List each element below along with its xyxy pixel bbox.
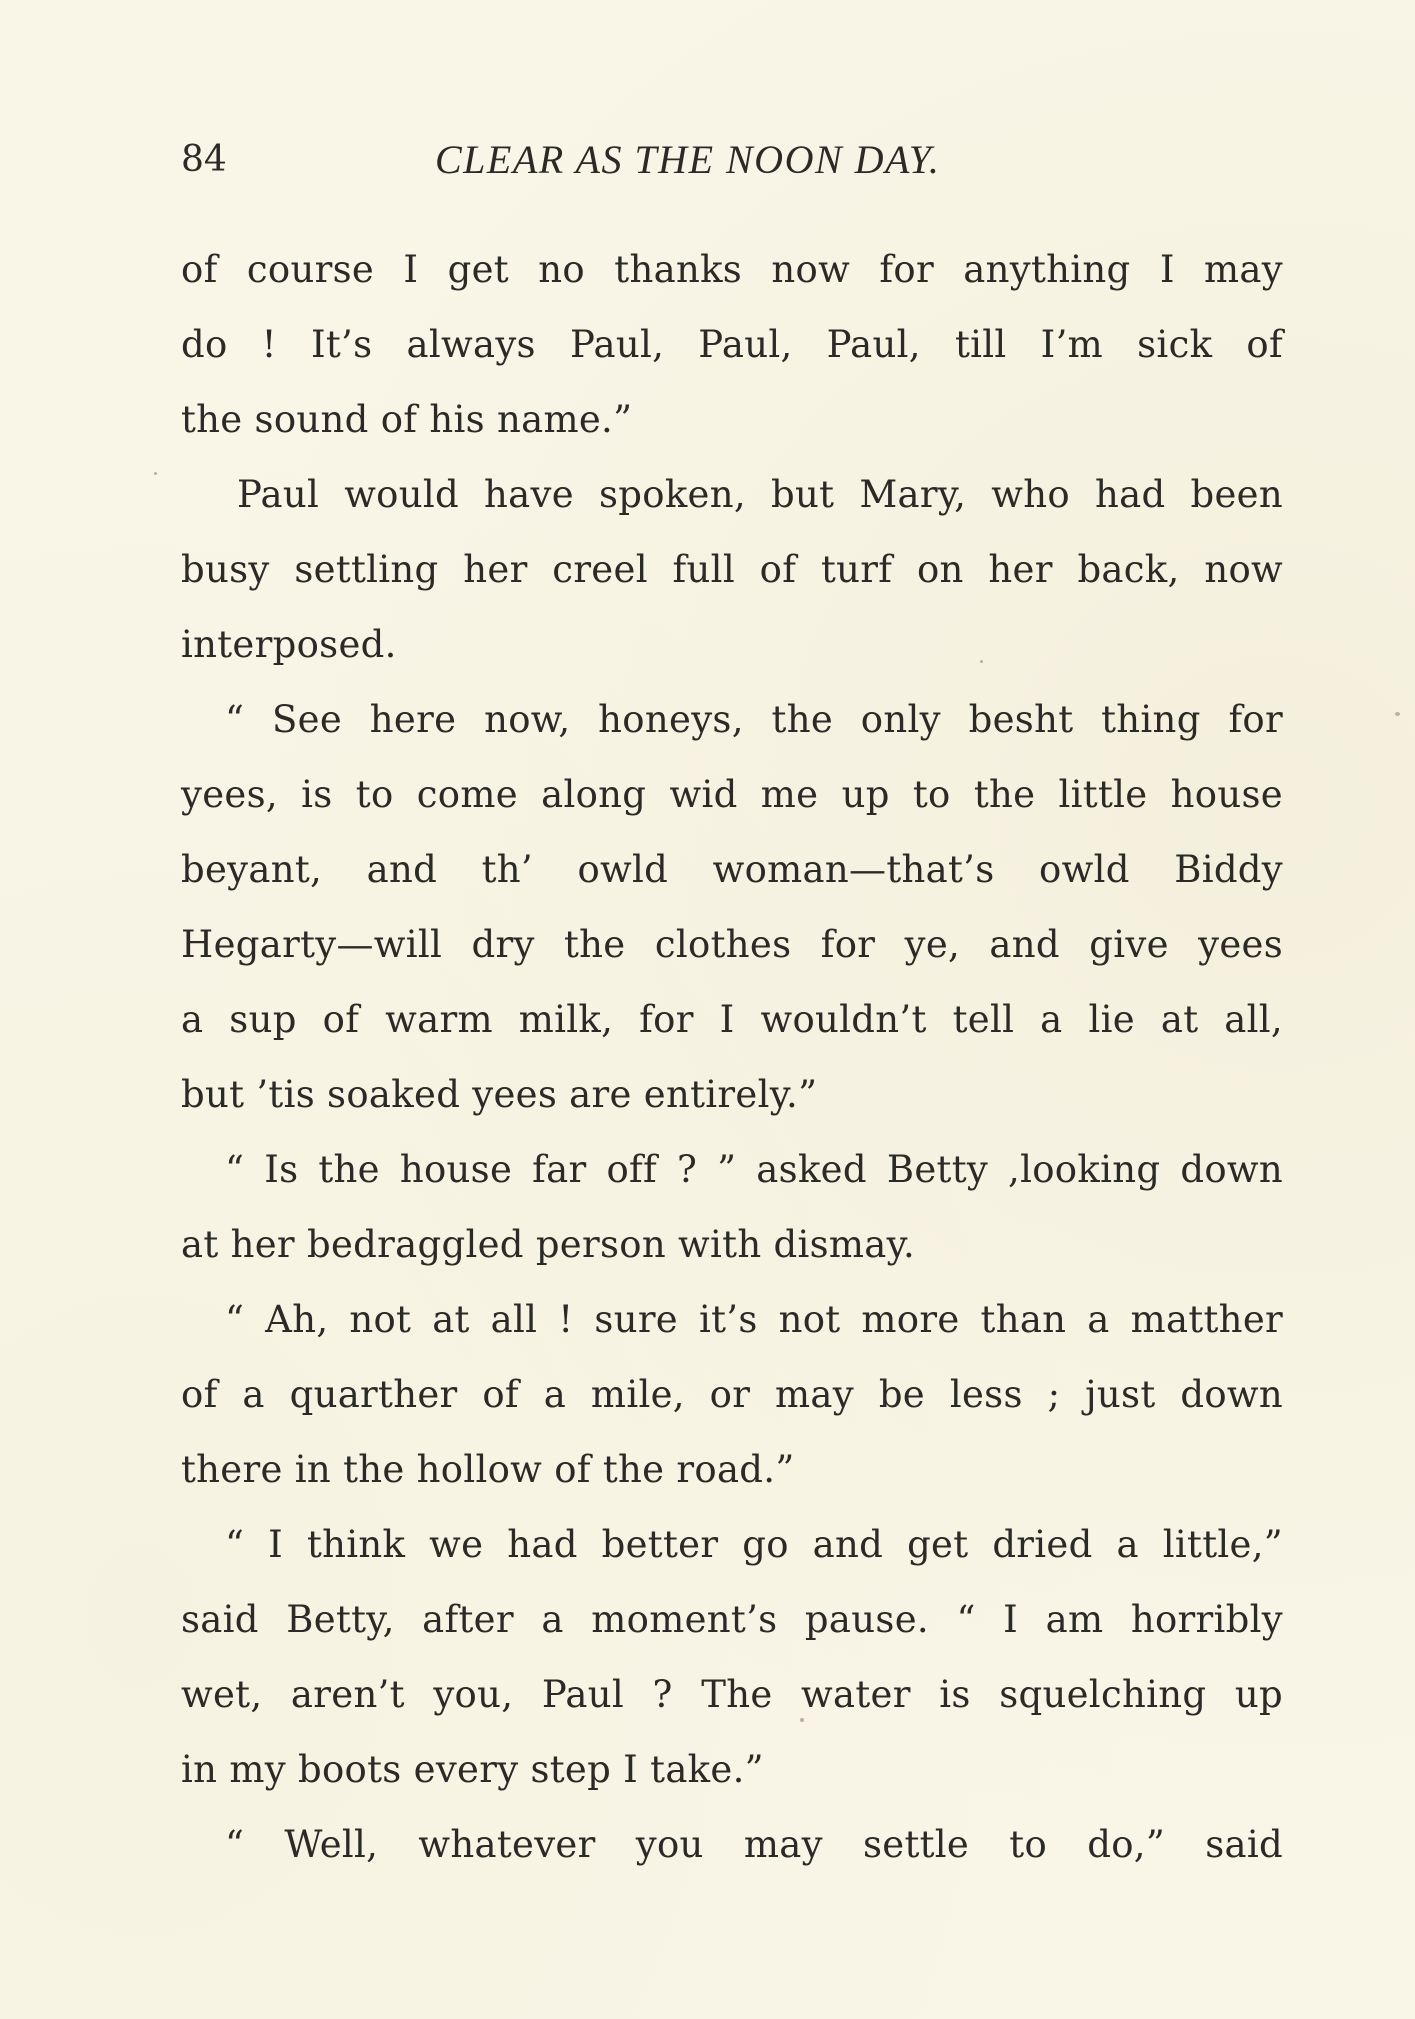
- text-line-15: “ Ah, not at all ! sure it’s not more than a matther: [225, 1298, 1283, 1341]
- paper-speck: [980, 660, 983, 663]
- running-head: [181, 135, 1281, 195]
- text-line-9: beyant, and th’ owld woman—that’s owld Biddy: [181, 848, 1283, 891]
- running-title: CLEAR AS THE NOON DAY.: [435, 137, 941, 182]
- text-line-11: a sup of warm milk, for I wouldn’t tell a lie at all,: [181, 998, 1283, 1041]
- text-line-20: wet, aren’t you, Paul ? The water is squelching up: [181, 1673, 1283, 1716]
- paper-speck: [154, 472, 157, 475]
- paper-speck: [800, 1718, 804, 1722]
- text-line-17: there in the hollow of the road.”: [181, 1448, 795, 1491]
- body-text: [181, 232, 1283, 1882]
- paper-speck: [1395, 712, 1400, 716]
- text-line-1: of course I get no thanks now for anything I may: [181, 248, 1283, 291]
- text-line-4: Paul would have spoken, but Mary, who had been: [237, 473, 1283, 516]
- text-line-3: the sound of his name.”: [181, 398, 633, 441]
- text-line-7: “ See here now, honeys, the only besht thing for: [225, 698, 1283, 741]
- page-number: 84: [181, 139, 227, 180]
- text-line-5: busy settling her creel full of turf on her back, now: [181, 548, 1283, 591]
- text-line-13: “ Is the house far off ? ” asked Betty ,looking down: [225, 1148, 1283, 1191]
- text-line-10: Hegarty—will dry the clothes for ye, and give yees: [181, 923, 1283, 966]
- text-line-16: of a quarther of a mile, or may be less ; just down: [181, 1373, 1283, 1416]
- text-line-8: yees, is to come along wid me up to the little house: [181, 773, 1283, 816]
- text-line-18: “ I think we had better go and get dried a little,”: [225, 1523, 1283, 1566]
- text-line-6: interposed.: [181, 623, 397, 666]
- text-line-21: in my boots every step I take.”: [181, 1748, 764, 1791]
- text-line-22: “ Well, whatever you may settle to do,” said: [225, 1823, 1283, 1866]
- text-line-2: do ! It’s always Paul, Paul, Paul, till I’m sick of: [181, 323, 1283, 366]
- text-line-14: at her bedraggled person with dismay.: [181, 1223, 916, 1266]
- text-line-12: but ’tis soaked yees are entirely.”: [181, 1073, 818, 1116]
- text-line-19: said Betty, after a moment’s pause. “ I am horribly: [181, 1598, 1283, 1641]
